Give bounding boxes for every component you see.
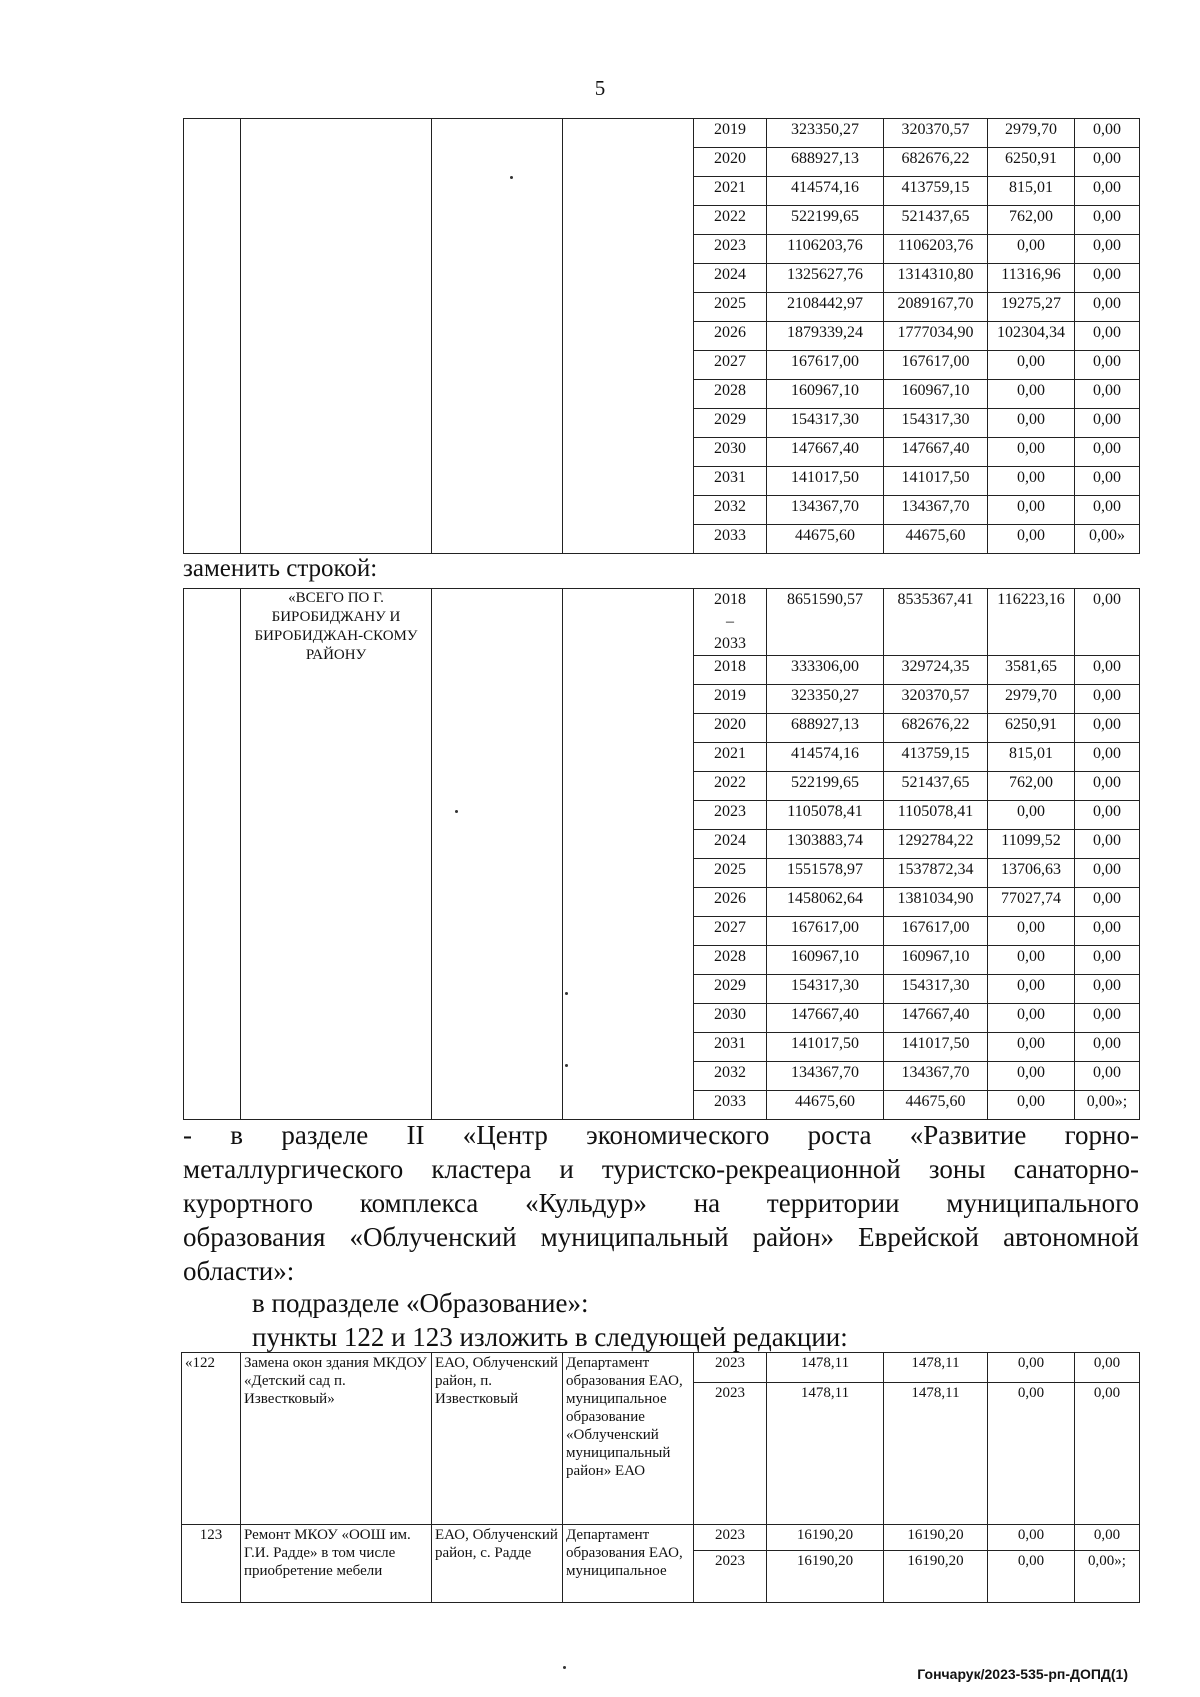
c3-cell: 0,00: [1075, 1525, 1140, 1551]
c3-cell: 0,00: [1075, 177, 1140, 206]
c2-cell: 0,00: [988, 409, 1075, 438]
c2-cell: 0,00: [988, 496, 1075, 525]
item-executor: Департамент образования ЕАО, муниципальное образование «Облученский муниципальный район» ЕАО: [563, 1353, 694, 1525]
c2-cell: 11099,52: [988, 830, 1075, 859]
item-122-row-1: [182, 1353, 1140, 1383]
year-cell: 2020: [694, 148, 767, 177]
total-cell: 134367,70: [767, 496, 884, 525]
c3-cell: 0,00: [1075, 1383, 1140, 1525]
period-total-row: [184, 589, 1140, 656]
c2-cell: 0,00: [988, 525, 1075, 554]
year-cell: 2029: [694, 409, 767, 438]
c1-cell: 521437,65: [884, 772, 988, 801]
c2-cell: 6250,91: [988, 714, 1075, 743]
total-cell: 414574,16: [767, 177, 884, 206]
paragraph-line: металлургического кластера и туристско-рекреационной зоны санаторно-: [183, 1154, 1139, 1184]
c3-cell: 0,00: [1075, 859, 1140, 888]
total-cell: 44675,60: [767, 1091, 884, 1120]
c1-cell: 167617,00: [884, 917, 988, 946]
year-cell: 2023: [694, 235, 767, 264]
year-cell: 2020: [694, 714, 767, 743]
year-cell: 2019: [694, 119, 767, 148]
c3-cell: 0,00: [1075, 743, 1140, 772]
total-cell: 414574,16: [767, 743, 884, 772]
year-cell: 2027: [694, 351, 767, 380]
empty-location-cell: [432, 119, 563, 554]
c2-cell: 0,00: [988, 467, 1075, 496]
empty-number-cell: [184, 119, 241, 554]
c2-cell: 3581,65: [988, 656, 1075, 685]
c2-cell: 0,00: [988, 438, 1075, 467]
c2-cell: 102304,34: [988, 322, 1075, 351]
year-cell: 2023: [694, 801, 767, 830]
year-cell: 2024: [694, 830, 767, 859]
c2-cell: 815,01: [988, 743, 1075, 772]
c3-cell: 0,00: [1075, 830, 1140, 859]
total-cell: 1478,11: [767, 1383, 884, 1525]
c1-cell: 16190,20: [884, 1525, 988, 1551]
year-cell: 2031: [694, 1033, 767, 1062]
total-cell: 1106203,76: [767, 235, 884, 264]
total-cell: 16190,20: [767, 1525, 884, 1551]
c3-cell: 0,00»;: [1075, 1551, 1140, 1603]
period-start: 2018: [714, 591, 746, 608]
c3-cell: 0,00: [1075, 293, 1140, 322]
period-c1: 8535367,41: [884, 589, 988, 656]
item-executor: Департамент образования ЕАО, муниципальное: [563, 1525, 694, 1603]
c3-cell: 0,00: [1075, 380, 1140, 409]
total-cell: 1303883,74: [767, 830, 884, 859]
item-123-row-1: [182, 1525, 1140, 1551]
c1-cell: 682676,22: [884, 714, 988, 743]
c3-cell: 0,00: [1075, 438, 1140, 467]
c2-cell: 762,00: [988, 206, 1075, 235]
total-cell: 141017,50: [767, 467, 884, 496]
year-cell: 2032: [694, 496, 767, 525]
total-cell: 1105078,41: [767, 801, 884, 830]
c3-cell: 0,00: [1075, 206, 1140, 235]
funding-table-continuation: [183, 118, 1140, 554]
c1-cell: 320370,57: [884, 685, 988, 714]
c1-cell: 16190,20: [884, 1551, 988, 1603]
item-number: «122: [182, 1353, 241, 1525]
year-cell: 2022: [694, 772, 767, 801]
c2-cell: 0,00: [988, 1551, 1075, 1603]
c3-cell: 0,00: [1075, 351, 1140, 380]
document-reference: Гончарук/2023-535-рп-ДОПД(1): [917, 1666, 1128, 1682]
c2-cell: 13706,63: [988, 859, 1075, 888]
c2-cell: 762,00: [988, 772, 1075, 801]
c1-cell: 44675,60: [884, 1091, 988, 1120]
page-number: 5: [594, 76, 606, 100]
c2-cell: 19275,27: [988, 293, 1075, 322]
c1-cell: 141017,50: [884, 1033, 988, 1062]
year-cell: 2018: [694, 656, 767, 685]
year-cell: 2025: [694, 859, 767, 888]
scan-speck: [563, 1666, 566, 1669]
c1-cell: 413759,15: [884, 177, 988, 206]
year-cell: 2032: [694, 1062, 767, 1091]
scan-speck: [565, 1064, 568, 1067]
year-row: [184, 119, 1140, 148]
c2-cell: 11316,96: [988, 264, 1075, 293]
total-cell: 160967,10: [767, 380, 884, 409]
c1-cell: 160967,10: [884, 946, 988, 975]
c2-cell: 0,00: [988, 946, 1075, 975]
empty-number-cell: [184, 589, 241, 1120]
paragraph-last-line: области»:: [183, 1256, 295, 1286]
c3-cell: 0,00: [1075, 888, 1140, 917]
c1-cell: 134367,70: [884, 1062, 988, 1091]
year-cell: 2033: [694, 1091, 767, 1120]
period-c3: 0,00: [1075, 589, 1140, 656]
c3-cell: 0,00: [1075, 235, 1140, 264]
total-cell: 1879339,24: [767, 322, 884, 351]
total-cell: 522199,65: [767, 206, 884, 235]
c3-cell: 0,00: [1075, 409, 1140, 438]
c3-cell: 0,00: [1075, 1004, 1140, 1033]
c1-cell: 1314310,80: [884, 264, 988, 293]
subsection-line: в подразделе «Образование»:: [252, 1288, 589, 1318]
c1-cell: 413759,15: [884, 743, 988, 772]
c3-cell: 0,00: [1075, 1353, 1140, 1383]
year-cell: 2031: [694, 467, 767, 496]
c1-cell: 2089167,70: [884, 293, 988, 322]
c1-cell: 147667,40: [884, 438, 988, 467]
year-cell: 2025: [694, 293, 767, 322]
total-cell: 1478,11: [767, 1353, 884, 1383]
year-cell: 2030: [694, 1004, 767, 1033]
c1-cell: 160967,10: [884, 380, 988, 409]
c3-cell: 0,00: [1075, 322, 1140, 351]
c1-cell: 329724,35: [884, 656, 988, 685]
c2-cell: 0,00: [988, 975, 1075, 1004]
c1-cell: 167617,00: [884, 351, 988, 380]
total-cell: 44675,60: [767, 525, 884, 554]
total-cell: 323350,27: [767, 685, 884, 714]
total-cell: 1325627,76: [767, 264, 884, 293]
year-cell: 2033: [694, 525, 767, 554]
year-cell: 2030: [694, 438, 767, 467]
c3-cell: 0,00: [1075, 148, 1140, 177]
total-cell: 688927,13: [767, 714, 884, 743]
c2-cell: 0,00: [988, 917, 1075, 946]
period-cell: [694, 589, 767, 656]
total-cell: 154317,30: [767, 975, 884, 1004]
section-paragraph: [183, 1118, 1139, 1254]
total-cell: 16190,20: [767, 1551, 884, 1603]
c1-cell: 134367,70: [884, 496, 988, 525]
year-cell: 2026: [694, 322, 767, 351]
year-cell: 2021: [694, 743, 767, 772]
scan-speck: [510, 176, 513, 179]
c1-cell: 1106203,76: [884, 235, 988, 264]
total-cell: 167617,00: [767, 351, 884, 380]
year-cell: 2022: [694, 206, 767, 235]
c1-cell: 1537872,34: [884, 859, 988, 888]
item-number: 123: [182, 1525, 241, 1603]
total-cell: 141017,50: [767, 1033, 884, 1062]
c1-cell: 320370,57: [884, 119, 988, 148]
total-cell: 147667,40: [767, 1004, 884, 1033]
c3-cell: 0,00: [1075, 656, 1140, 685]
instruction-line: пункты 122 и 123 изложить в следующей редакции:: [252, 1322, 848, 1352]
c1-cell: 141017,50: [884, 467, 988, 496]
empty-executor-cell: [563, 119, 694, 554]
period-c2: 116223,16: [988, 589, 1075, 656]
year-cell: 2028: [694, 380, 767, 409]
c1-cell: 1478,11: [884, 1353, 988, 1383]
c3-cell: 0,00»: [1075, 525, 1140, 554]
c2-cell: 0,00: [988, 1004, 1075, 1033]
replacement-total-table: [183, 588, 1140, 1120]
item-name: Замена окон здания МКДОУ «Детский сад п. Известковый»: [241, 1353, 432, 1525]
scan-speck: [455, 810, 458, 813]
c2-cell: 815,01: [988, 177, 1075, 206]
c3-cell: 0,00: [1075, 119, 1140, 148]
replace-heading: заменить строкой:: [183, 555, 378, 582]
total-cell: 147667,40: [767, 438, 884, 467]
items-table: [181, 1352, 1140, 1603]
c2-cell: 0,00: [988, 1353, 1075, 1383]
c3-cell: 0,00»;: [1075, 1091, 1140, 1120]
total-cell: 154317,30: [767, 409, 884, 438]
c3-cell: 0,00: [1075, 496, 1140, 525]
total-cell: 323350,27: [767, 119, 884, 148]
c1-cell: 154317,30: [884, 975, 988, 1004]
c3-cell: 0,00: [1075, 714, 1140, 743]
total-cell: 522199,65: [767, 772, 884, 801]
c2-cell: 77027,74: [988, 888, 1075, 917]
empty-executor-cell: [563, 589, 694, 1120]
c2-cell: 0,00: [988, 1033, 1075, 1062]
c2-cell: 0,00: [988, 1525, 1075, 1551]
c2-cell: 0,00: [988, 235, 1075, 264]
c3-cell: 0,00: [1075, 772, 1140, 801]
year-cell: 2023: [694, 1551, 767, 1603]
c1-cell: 1105078,41: [884, 801, 988, 830]
item-location: ЕАО, Облученский район, с. Радде: [432, 1525, 563, 1603]
year-cell: 2023: [694, 1383, 767, 1525]
c1-cell: 682676,22: [884, 148, 988, 177]
c1-cell: 1292784,22: [884, 830, 988, 859]
total-cell: 134367,70: [767, 1062, 884, 1091]
year-cell: 2023: [694, 1353, 767, 1383]
total-label: «ВСЕГО ПО Г. БИРОБИДЖАНУ И БИРОБИДЖАН-СКОМУ РАЙОНУ: [241, 589, 432, 1120]
year-cell: 2023: [694, 1525, 767, 1551]
c3-cell: 0,00: [1075, 1033, 1140, 1062]
c2-cell: 0,00: [988, 1062, 1075, 1091]
period-end: 2033: [714, 635, 746, 652]
c1-cell: 44675,60: [884, 525, 988, 554]
c2-cell: 0,00: [988, 1091, 1075, 1120]
year-cell: 2027: [694, 917, 767, 946]
c1-cell: 1381034,90: [884, 888, 988, 917]
year-cell: 2029: [694, 975, 767, 1004]
c2-cell: 2979,70: [988, 685, 1075, 714]
paragraph-line: курортного комплекса «Кульдур» на территории муниципального: [183, 1188, 1139, 1218]
c3-cell: 0,00: [1075, 467, 1140, 496]
total-cell: 2108442,97: [767, 293, 884, 322]
year-cell: 2026: [694, 888, 767, 917]
c3-cell: 0,00: [1075, 975, 1140, 1004]
c3-cell: 0,00: [1075, 1062, 1140, 1091]
c1-cell: 521437,65: [884, 206, 988, 235]
year-cell: 2024: [694, 264, 767, 293]
total-cell: 167617,00: [767, 917, 884, 946]
paragraph-line: - в разделе II «Центр экономического роста «Развитие горно-: [183, 1120, 1139, 1150]
period-dash: –: [726, 613, 734, 630]
empty-location-cell: [432, 589, 563, 1120]
c2-cell: 0,00: [988, 1383, 1075, 1525]
c2-cell: 0,00: [988, 380, 1075, 409]
c3-cell: 0,00: [1075, 264, 1140, 293]
c3-cell: 0,00: [1075, 685, 1140, 714]
total-cell: 688927,13: [767, 148, 884, 177]
total-cell: 333306,00: [767, 656, 884, 685]
item-location: ЕАО, Облученский район, п. Известковый: [432, 1353, 563, 1525]
scan-speck: [565, 992, 568, 995]
c2-cell: 2979,70: [988, 119, 1075, 148]
c2-cell: 6250,91: [988, 148, 1075, 177]
year-cell: 2021: [694, 177, 767, 206]
c1-cell: 147667,40: [884, 1004, 988, 1033]
paragraph-line: образования «Облученский муниципальный район» Еврейской автономной: [183, 1222, 1139, 1252]
empty-name-cell: [241, 119, 432, 554]
c3-cell: 0,00: [1075, 917, 1140, 946]
period-total: 8651590,57: [767, 589, 884, 656]
c2-cell: 0,00: [988, 351, 1075, 380]
c3-cell: 0,00: [1075, 946, 1140, 975]
c3-cell: 0,00: [1075, 801, 1140, 830]
total-cell: 160967,10: [767, 946, 884, 975]
c1-cell: 1777034,90: [884, 322, 988, 351]
year-cell: 2028: [694, 946, 767, 975]
total-cell: 1551578,97: [767, 859, 884, 888]
item-name: Ремонт МКОУ «ООШ им. Г.И. Радде» в том числе приобретение мебели: [241, 1525, 432, 1603]
total-cell: 1458062,64: [767, 888, 884, 917]
c2-cell: 0,00: [988, 801, 1075, 830]
c1-cell: 154317,30: [884, 409, 988, 438]
year-cell: 2019: [694, 685, 767, 714]
c1-cell: 1478,11: [884, 1383, 988, 1525]
